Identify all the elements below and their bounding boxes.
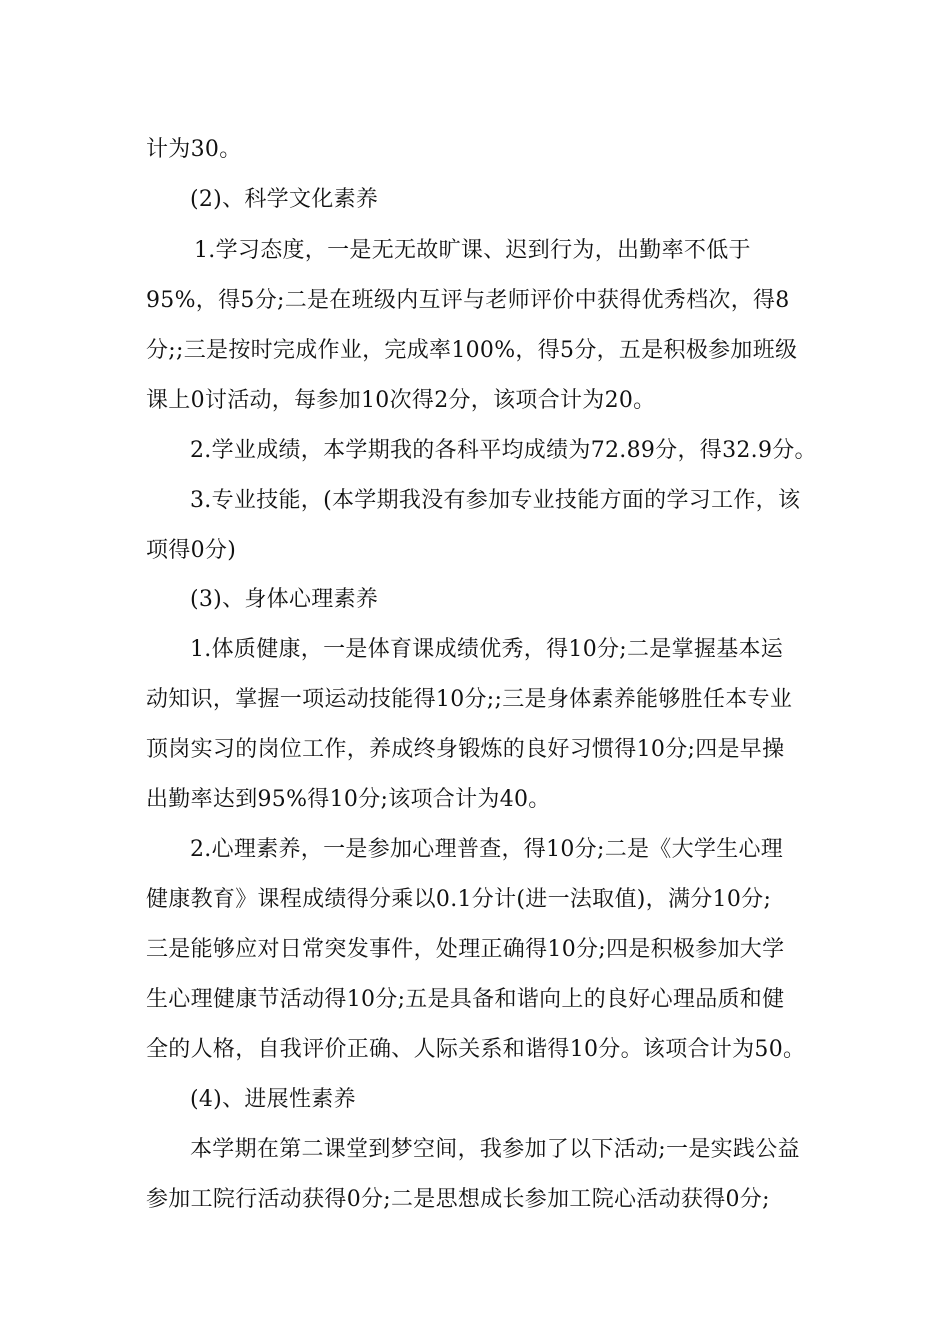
- paragraph-line: 三是能够应对日常突发事件，处理正确得10分;四是积极参加大学: [146, 937, 785, 962]
- paragraph-line: 计为30。: [146, 137, 242, 162]
- paragraph-line: 项得0分): [146, 538, 237, 563]
- paragraph-line: 顶岗实习的岗位工作，养成终身锻炼的良好习惯得10分;四是早操: [146, 737, 785, 762]
- paragraph-line: 1.体质健康，一是体育课成绩优秀，得10分;二是掌握基本运: [190, 637, 784, 662]
- paragraph-line: 1.学习态度，一是无无故旷课、迟到行为，出勤率不低于: [194, 238, 751, 263]
- paragraph-line: 3.专业技能，(本学期我没有参加专业技能方面的学习工作，该: [190, 488, 801, 513]
- section-heading-body-mind: (3)、身体心理素养: [190, 587, 379, 612]
- paragraph-line: 本学期在第二课堂到梦空间，我参加了以下活动;一是实践公益: [190, 1137, 800, 1162]
- paragraph-line: 课上0讨活动，每参加10次得2分，该项合计为20。: [146, 388, 656, 413]
- paragraph-line: 生心理健康节活动得10分;五是具备和谐向上的良好心理品质和健: [146, 987, 785, 1012]
- paragraph-line: 95%，得5分;二是在班级内互评与老师评价中获得优秀档次，得8: [146, 288, 790, 313]
- section-heading-development: (4)、进展性素养: [190, 1087, 356, 1112]
- paragraph-line: 健康教育》课程成绩得分乘以0.1分计(进一法取值)，满分10分;: [146, 887, 772, 912]
- paragraph-line: 出勤率达到95%得10分;该项合计为40。: [146, 787, 551, 812]
- paragraph-line: 动知识，掌握一项运动技能得10分;;三是身体素养能够胜任本专业: [146, 687, 793, 712]
- paragraph-line: 2.学业成绩，本学期我的各科平均成绩为72.89分，得32.9分。: [190, 438, 817, 463]
- paragraph-line: 2.心理素养，一是参加心理普查，得10分;二是《大学生心理: [190, 837, 784, 862]
- paragraph-line: 参加工院行活动获得0分;二是思想成长参加工院心活动获得0分;: [146, 1187, 770, 1212]
- paragraph-line: 全的人格，自我评价正确、人际关系和谐得10分。该项合计为50。: [146, 1037, 806, 1062]
- section-heading-science-culture: (2)、科学文化素养: [190, 187, 379, 212]
- paragraph-line: 分;;三是按时完成作业，完成率100%，得5分，五是积极参加班级: [146, 338, 798, 363]
